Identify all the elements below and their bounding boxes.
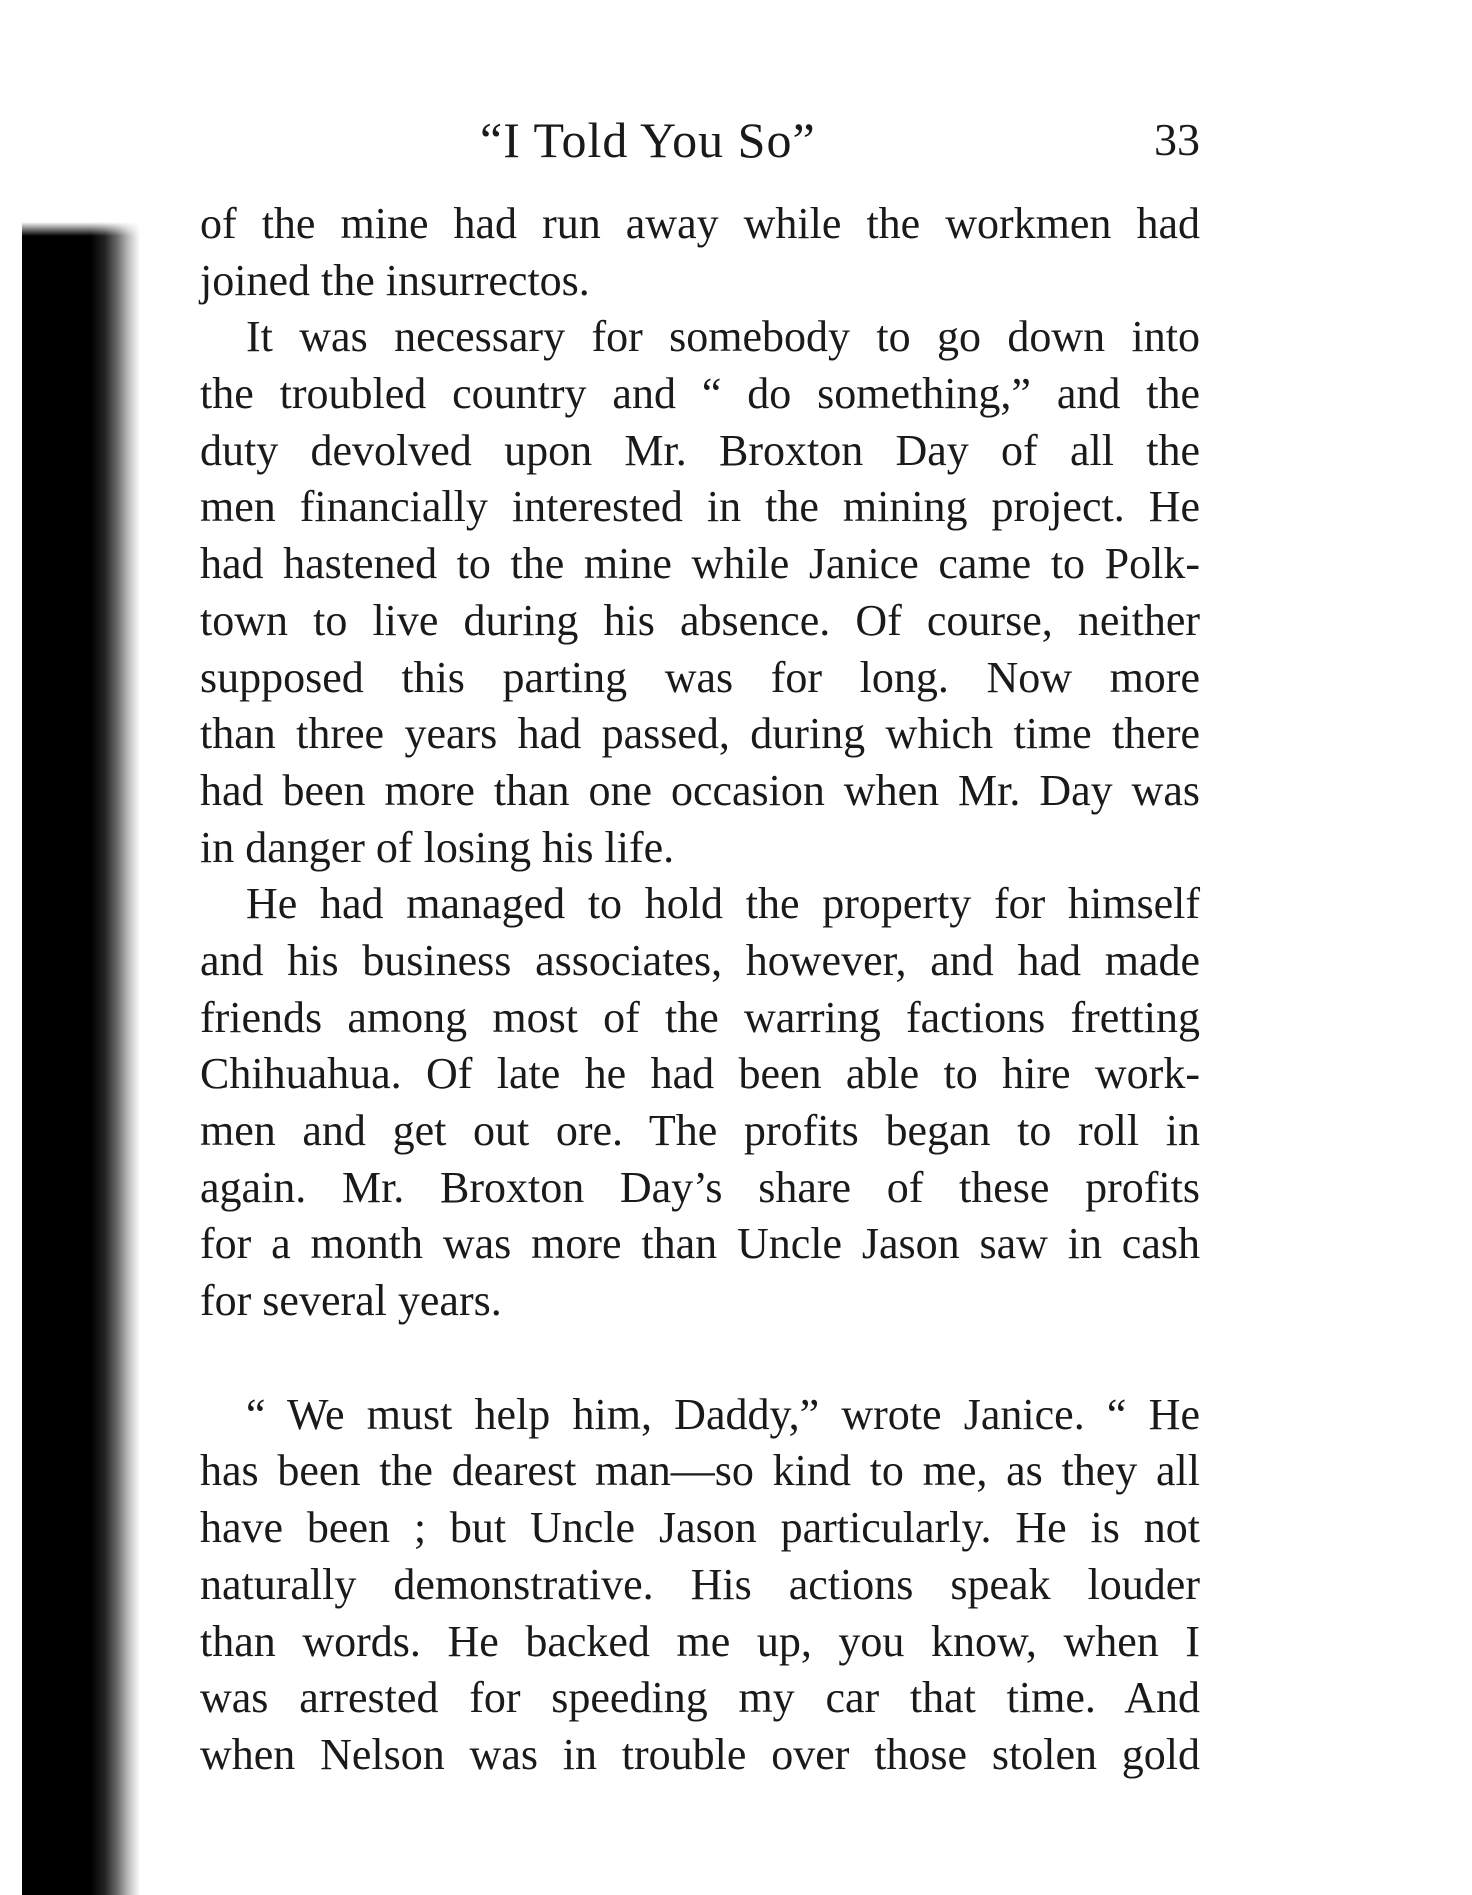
text-line: was arrested for speeding my car that time. And	[200, 1673, 1200, 1723]
text-line: had hastened to the mine while Janice came to Polk-	[200, 539, 1200, 589]
gutter-fade	[22, 222, 140, 236]
text-line: in danger of losing his life.	[200, 822, 675, 872]
text-line: men financially interested in the mining project. He	[200, 482, 1200, 532]
text-line: town to live during his absence. Of course, neither	[200, 595, 1200, 645]
text-line: duty devolved upon Mr. Broxton Day of all the	[200, 425, 1200, 475]
text-line: It was necessary for somebody to go down into	[246, 312, 1200, 362]
section-break	[200, 1330, 1200, 1387]
running-title: “I Told You So”	[480, 112, 816, 168]
text-line: joined the insurrectos.	[200, 255, 590, 305]
text-line: has been the dearest man—so kind to me, as they all	[200, 1446, 1200, 1496]
text-line: than words. He backed me up, you know, when I	[200, 1616, 1200, 1666]
text-line: friends among most of the warring factions fretting	[200, 992, 1200, 1042]
text-line: the troubled country and “ do something,” and the	[200, 369, 1200, 419]
text-line: have been ; but Uncle Jason particularly. He is not	[200, 1503, 1200, 1553]
binding-gutter-shadow	[22, 222, 140, 1895]
text-line: again. Mr. Broxton Day’s share of these profits	[200, 1162, 1200, 1212]
text-line: for several years.	[200, 1276, 502, 1326]
text-line: naturally demonstrative. His actions speak louder	[200, 1559, 1200, 1609]
text-line: supposed this parting was for long. Now more	[200, 652, 1200, 702]
text-line: “ We must help him, Daddy,” wrote Janice. “ He	[246, 1389, 1200, 1439]
text-line: and his business associates, however, and had made	[200, 935, 1200, 985]
text-line: for a month was more than Uncle Jason saw in cash	[200, 1219, 1200, 1269]
text-line: He had managed to hold the property for himself	[246, 879, 1200, 929]
paragraph	[200, 309, 1200, 876]
text-line: had been more than one occasion when Mr. Day was	[200, 765, 1200, 815]
paragraph	[200, 876, 1200, 1330]
text-line: men and get out ore. The profits began to roll in	[200, 1106, 1200, 1155]
body-text	[200, 196, 1200, 1784]
paragraph	[200, 196, 1200, 309]
page-header	[200, 110, 1200, 170]
text-line: than three years had passed, during which time there	[200, 709, 1200, 759]
paragraph	[200, 1387, 1200, 1784]
text-line: of the mine had run away while the workmen had	[200, 199, 1200, 248]
text-line: when Nelson was in trouble over those stolen gold	[200, 1729, 1200, 1779]
page-number: 33	[1154, 114, 1200, 165]
text-line: Chihuahua. Of late he had been able to hire work-	[200, 1049, 1200, 1099]
